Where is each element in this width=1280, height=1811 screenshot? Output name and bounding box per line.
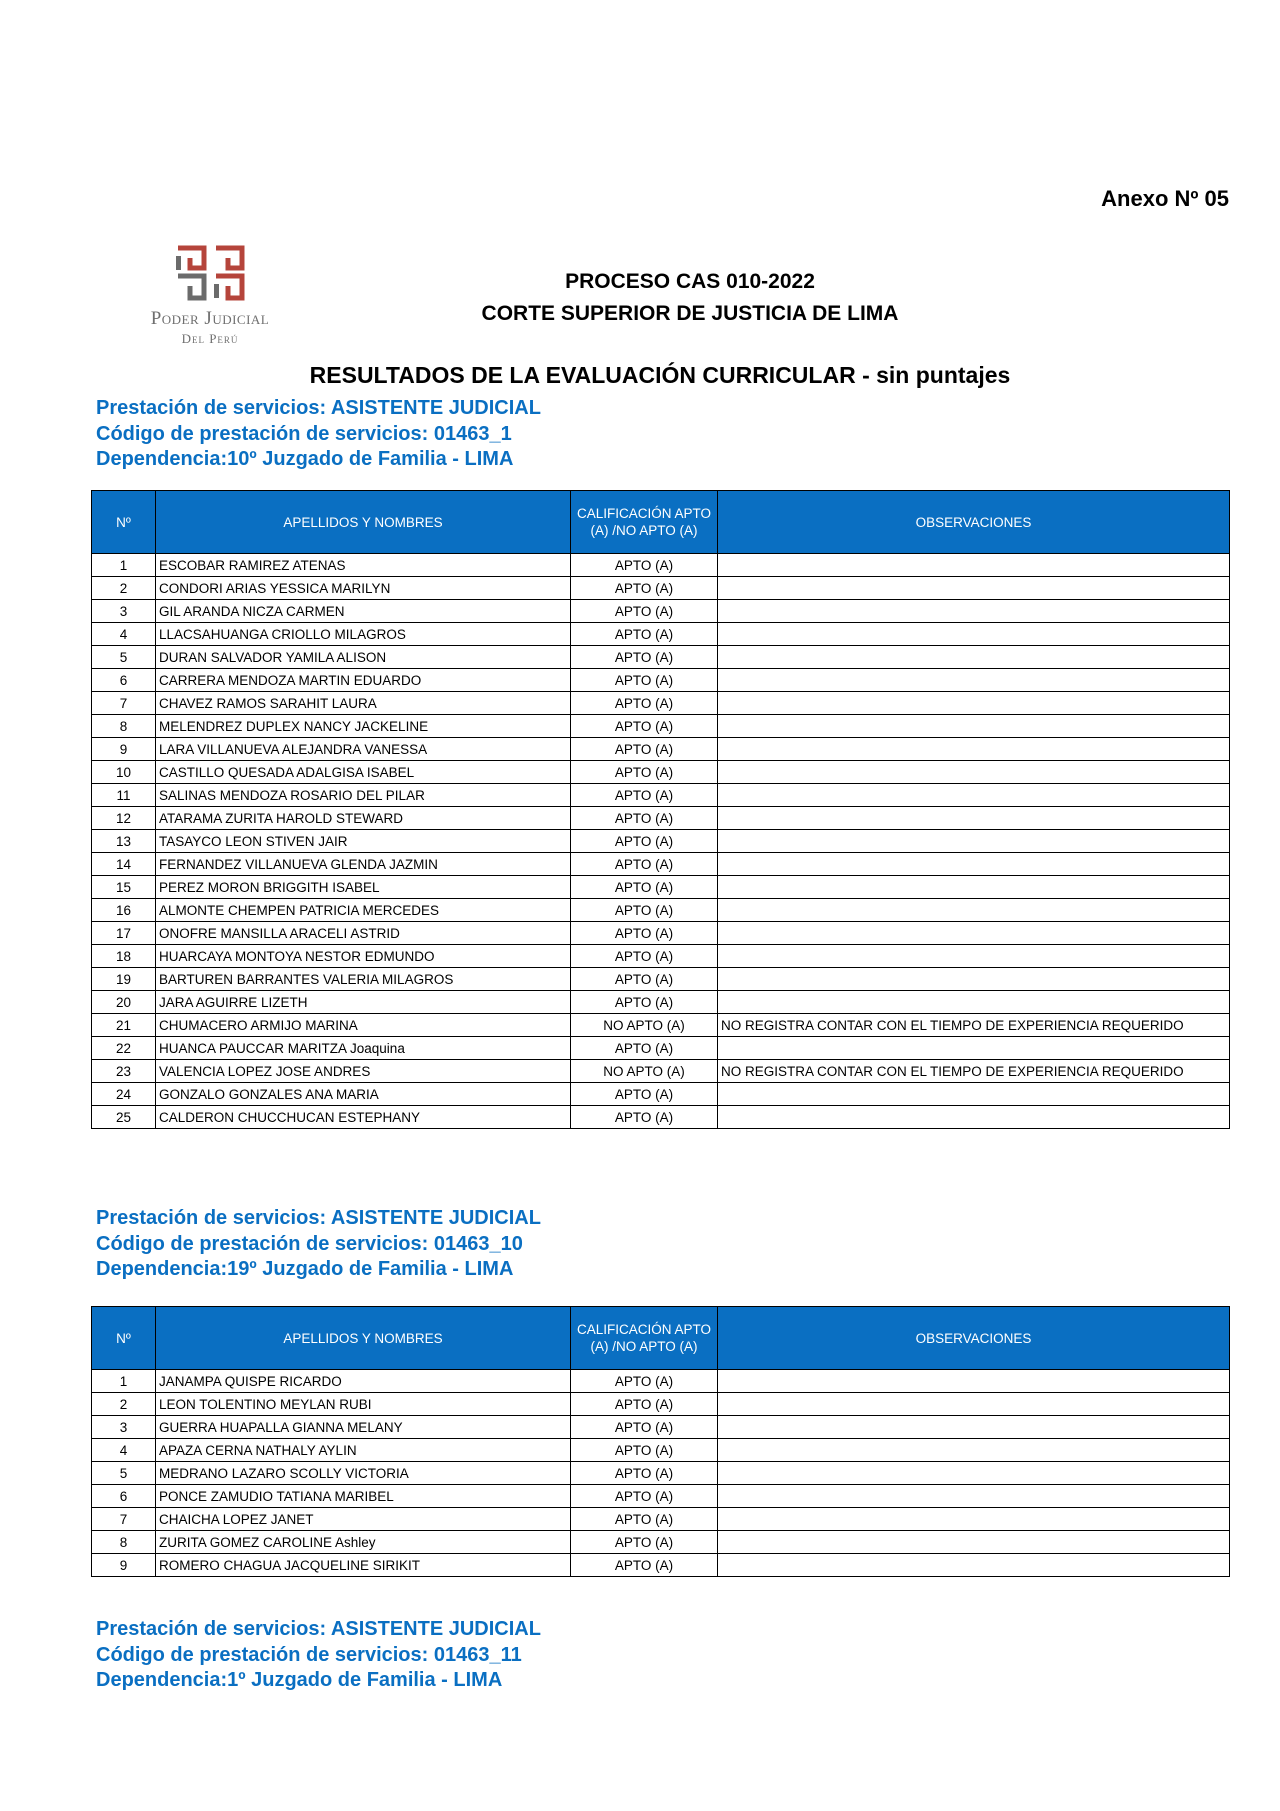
applicant-name: PEREZ MORON BRIGGITH ISABEL xyxy=(156,876,571,899)
service-code: Código de prestación de servicios: 01463_10 xyxy=(96,1232,523,1255)
table-row xyxy=(92,669,1230,692)
service-label: Prestación de servicios: ASISTENTE JUDICIAL xyxy=(96,1618,541,1640)
applicant-name: BARTUREN BARRANTES VALERIA MILAGROS xyxy=(156,968,571,991)
applicant-name: CASTILLO QUESADA ADALGISA ISABEL xyxy=(156,761,571,784)
col-header-calificacion: CALIFICACIÓN APTO (A) /NO APTO (A) xyxy=(571,1307,718,1370)
table-row xyxy=(92,1037,1230,1060)
table-row xyxy=(92,1083,1230,1106)
row-number: 4 xyxy=(92,1439,156,1462)
observation: NO REGISTRA CONTAR CON EL TIEMPO DE EXPERIENCIA REQUERIDO xyxy=(718,1014,1230,1037)
qualification-status: APTO (A) xyxy=(571,1370,718,1393)
observation xyxy=(718,968,1230,991)
qualification-status: APTO (A) xyxy=(571,1439,718,1462)
applicant-name: LARA VILLANUEVA ALEJANDRA VANESSA xyxy=(156,738,571,761)
table-row xyxy=(92,784,1230,807)
qualification-status: APTO (A) xyxy=(571,715,718,738)
row-number: 14 xyxy=(92,853,156,876)
table-row xyxy=(92,1393,1230,1416)
row-number: 23 xyxy=(92,1060,156,1083)
observation xyxy=(718,692,1230,715)
observation xyxy=(718,1370,1230,1393)
qualification-status: APTO (A) xyxy=(571,646,718,669)
section-header-3 xyxy=(96,1617,541,1694)
observation xyxy=(718,991,1230,1014)
observation xyxy=(718,577,1230,600)
observation xyxy=(718,1393,1230,1416)
qualification-status: APTO (A) xyxy=(571,1416,718,1439)
table-row xyxy=(92,991,1230,1014)
qualification-status: APTO (A) xyxy=(571,1037,718,1060)
row-number: 4 xyxy=(92,623,156,646)
service-code: Código de prestación de servicios: 01463_1 xyxy=(96,422,512,445)
observation: NO REGISTRA CONTAR CON EL TIEMPO DE EXPERIENCIA REQUERIDO xyxy=(718,1060,1230,1083)
observation xyxy=(718,1037,1230,1060)
applicant-name: ROMERO CHAGUA JACQUELINE SIRIKIT xyxy=(156,1554,571,1577)
qualification-status: APTO (A) xyxy=(571,1531,718,1554)
qualification-status: APTO (A) xyxy=(571,922,718,945)
observation xyxy=(718,1531,1230,1554)
table-row xyxy=(92,554,1230,577)
qualification-status: NO APTO (A) xyxy=(571,1060,718,1083)
row-number: 1 xyxy=(92,1370,156,1393)
row-number: 6 xyxy=(92,1485,156,1508)
table-row xyxy=(92,830,1230,853)
poder-judicial-logo xyxy=(135,244,285,347)
col-header-observaciones: OBSERVACIONES xyxy=(718,1307,1230,1370)
row-number: 3 xyxy=(92,600,156,623)
observation xyxy=(718,1106,1230,1129)
qualification-status: APTO (A) xyxy=(571,761,718,784)
qualification-status: APTO (A) xyxy=(571,991,718,1014)
qualification-status: APTO (A) xyxy=(571,807,718,830)
observation xyxy=(718,1462,1230,1485)
table-header-row xyxy=(92,1307,1230,1370)
table-row xyxy=(92,646,1230,669)
table-row xyxy=(92,899,1230,922)
applicant-name: VALENCIA LOPEZ JOSE ANDRES xyxy=(156,1060,571,1083)
col-header-name: APELLIDOS Y NOMBRES xyxy=(156,1307,571,1370)
table-row xyxy=(92,1439,1230,1462)
table-row xyxy=(92,1106,1230,1129)
observation xyxy=(718,899,1230,922)
table-row xyxy=(92,1462,1230,1485)
applicant-name: CARRERA MENDOZA MARTIN EDUARDO xyxy=(156,669,571,692)
row-number: 15 xyxy=(92,876,156,899)
col-header-num: Nº xyxy=(92,491,156,554)
row-number: 17 xyxy=(92,922,156,945)
qualification-status: APTO (A) xyxy=(571,1485,718,1508)
table-row xyxy=(92,577,1230,600)
applicant-name: DURAN SALVADOR YAMILA ALISON xyxy=(156,646,571,669)
row-number: 25 xyxy=(92,1106,156,1129)
table-row xyxy=(92,1485,1230,1508)
row-number: 22 xyxy=(92,1037,156,1060)
table-row xyxy=(92,1508,1230,1531)
qualification-status: APTO (A) xyxy=(571,600,718,623)
table-row xyxy=(92,1060,1230,1083)
qualification-status: APTO (A) xyxy=(571,1554,718,1577)
applicant-name: APAZA CERNA NATHALY AYLIN xyxy=(156,1439,571,1462)
dependency-label: Dependencia:1º Juzgado de Familia - LIMA xyxy=(96,1669,503,1691)
observation xyxy=(718,761,1230,784)
applicant-name: CHUMACERO ARMIJO MARINA xyxy=(156,1014,571,1037)
observation xyxy=(718,1508,1230,1531)
qualification-status: APTO (A) xyxy=(571,830,718,853)
qualification-status: APTO (A) xyxy=(571,669,718,692)
table-row xyxy=(92,945,1230,968)
applicant-name: JANAMPA QUISPE RICARDO xyxy=(156,1370,571,1393)
results-table-1 xyxy=(91,490,1230,1129)
poder-judicial-emblem-icon xyxy=(174,244,246,302)
row-number: 3 xyxy=(92,1416,156,1439)
table-header-row xyxy=(92,491,1230,554)
observation xyxy=(718,853,1230,876)
process-title: PROCESO CAS 010-2022 xyxy=(565,270,815,293)
logo-org-name: Poder Judicial xyxy=(150,308,270,329)
applicant-name: ONOFRE MANSILLA ARACELI ASTRID xyxy=(156,922,571,945)
applicant-name: TASAYCO LEON STIVEN JAIR xyxy=(156,830,571,853)
applicant-name: GIL ARANDA NICZA CARMEN xyxy=(156,600,571,623)
results-table-2 xyxy=(91,1306,1230,1577)
applicant-name: SALINAS MENDOZA ROSARIO DEL PILAR xyxy=(156,784,571,807)
row-number: 6 xyxy=(92,669,156,692)
observation xyxy=(718,1554,1230,1577)
observation xyxy=(718,738,1230,761)
logo-org-sub: Del Perú xyxy=(181,331,239,346)
table-row xyxy=(92,623,1230,646)
observation xyxy=(718,784,1230,807)
row-number: 2 xyxy=(92,577,156,600)
table-row xyxy=(92,715,1230,738)
row-number: 1 xyxy=(92,554,156,577)
observation xyxy=(718,1439,1230,1462)
qualification-status: APTO (A) xyxy=(571,623,718,646)
qualification-status: APTO (A) xyxy=(571,968,718,991)
applicant-name: FERNANDEZ VILLANUEVA GLENDA JAZMIN xyxy=(156,853,571,876)
qualification-status: APTO (A) xyxy=(571,945,718,968)
qualification-status: APTO (A) xyxy=(571,1106,718,1129)
applicant-name: CALDERON CHUCCHUCAN ESTEPHANY xyxy=(156,1106,571,1129)
observation xyxy=(718,1416,1230,1439)
observation xyxy=(718,807,1230,830)
table-row xyxy=(92,1014,1230,1037)
process-header xyxy=(300,266,1080,330)
table-row xyxy=(92,1554,1230,1577)
service-code: Código de prestación de servicios: 01463_11 xyxy=(96,1643,522,1666)
applicant-name: MEDRANO LAZARO SCOLLY VICTORIA xyxy=(156,1462,571,1485)
observation xyxy=(718,600,1230,623)
section-header-2 xyxy=(96,1206,541,1283)
col-header-observaciones: OBSERVACIONES xyxy=(718,491,1230,554)
applicant-name: ZURITA GOMEZ CAROLINE Ashley xyxy=(156,1531,571,1554)
table-row xyxy=(92,853,1230,876)
col-header-num: Nº xyxy=(92,1307,156,1370)
row-number: 7 xyxy=(92,1508,156,1531)
observation xyxy=(718,922,1230,945)
qualification-status: APTO (A) xyxy=(571,899,718,922)
row-number: 20 xyxy=(92,991,156,1014)
applicant-name: CONDORI ARIAS YESSICA MARILYN xyxy=(156,577,571,600)
row-number: 24 xyxy=(92,1083,156,1106)
observation xyxy=(718,554,1230,577)
applicant-name: MELENDREZ DUPLEX NANCY JACKELINE xyxy=(156,715,571,738)
court-title: CORTE SUPERIOR DE JUSTICIA DE LIMA xyxy=(481,302,899,325)
row-number: 12 xyxy=(92,807,156,830)
observation xyxy=(718,1083,1230,1106)
row-number: 19 xyxy=(92,968,156,991)
observation xyxy=(718,623,1230,646)
observation xyxy=(718,715,1230,738)
qualification-status: APTO (A) xyxy=(571,1083,718,1106)
observation xyxy=(718,945,1230,968)
observation xyxy=(718,646,1230,669)
applicant-name: HUARCAYA MONTOYA NESTOR EDMUNDO xyxy=(156,945,571,968)
applicant-name: HUANCA PAUCCAR MARITZA Joaquina xyxy=(156,1037,571,1060)
qualification-status: APTO (A) xyxy=(571,1508,718,1531)
table-row xyxy=(92,876,1230,899)
qualification-status: NO APTO (A) xyxy=(571,1014,718,1037)
qualification-status: APTO (A) xyxy=(571,853,718,876)
col-header-name: APELLIDOS Y NOMBRES xyxy=(156,491,571,554)
table-row xyxy=(92,922,1230,945)
qualification-status: APTO (A) xyxy=(571,738,718,761)
row-number: 5 xyxy=(92,646,156,669)
table-row xyxy=(92,807,1230,830)
row-number: 10 xyxy=(92,761,156,784)
row-number: 11 xyxy=(92,784,156,807)
dependency-label: Dependencia:19º Juzgado de Familia - LIMA xyxy=(96,1258,514,1280)
table-row xyxy=(92,738,1230,761)
row-number: 18 xyxy=(92,945,156,968)
qualification-status: APTO (A) xyxy=(571,1462,718,1485)
row-number: 7 xyxy=(92,692,156,715)
qualification-status: APTO (A) xyxy=(571,577,718,600)
row-number: 8 xyxy=(92,1531,156,1554)
applicant-name: ALMONTE CHEMPEN PATRICIA MERCEDES xyxy=(156,899,571,922)
qualification-status: APTO (A) xyxy=(571,692,718,715)
qualification-status: APTO (A) xyxy=(571,784,718,807)
table-row xyxy=(92,968,1230,991)
observation xyxy=(718,830,1230,853)
observation xyxy=(718,876,1230,899)
table-row xyxy=(92,1370,1230,1393)
qualification-status: APTO (A) xyxy=(571,1393,718,1416)
observation xyxy=(718,1485,1230,1508)
row-number: 21 xyxy=(92,1014,156,1037)
table-row xyxy=(92,761,1230,784)
row-number: 13 xyxy=(92,830,156,853)
qualification-status: APTO (A) xyxy=(571,554,718,577)
row-number: 16 xyxy=(92,899,156,922)
service-label: Prestación de servicios: ASISTENTE JUDICIAL xyxy=(96,397,541,419)
row-number: 8 xyxy=(92,715,156,738)
annex-label: Anexo Nº 05 xyxy=(1101,186,1229,211)
section-header-1 xyxy=(96,396,541,473)
col-header-calificacion: CALIFICACIÓN APTO (A) /NO APTO (A) xyxy=(571,491,718,554)
applicant-name: GONZALO GONZALES ANA MARIA xyxy=(156,1083,571,1106)
service-label: Prestación de servicios: ASISTENTE JUDICIAL xyxy=(96,1207,541,1229)
applicant-name: LLACSAHUANGA CRIOLLO MILAGROS xyxy=(156,623,571,646)
observation xyxy=(718,669,1230,692)
applicant-name: PONCE ZAMUDIO TATIANA MARIBEL xyxy=(156,1485,571,1508)
row-number: 2 xyxy=(92,1393,156,1416)
table-row xyxy=(92,1531,1230,1554)
applicant-name: LEON TOLENTINO MEYLAN RUBI xyxy=(156,1393,571,1416)
row-number: 5 xyxy=(92,1462,156,1485)
row-number: 9 xyxy=(92,1554,156,1577)
results-title: RESULTADOS DE LA EVALUACIÓN CURRICULAR - sin puntajes xyxy=(309,362,1011,388)
applicant-name: GUERRA HUAPALLA GIANNA MELANY xyxy=(156,1416,571,1439)
table-row xyxy=(92,692,1230,715)
table-row xyxy=(92,1416,1230,1439)
applicant-name: ESCOBAR RAMIREZ ATENAS xyxy=(156,554,571,577)
qualification-status: APTO (A) xyxy=(571,876,718,899)
applicant-name: CHAICHA LOPEZ JANET xyxy=(156,1508,571,1531)
table-row xyxy=(92,600,1230,623)
applicant-name: ATARAMA ZURITA HAROLD STEWARD xyxy=(156,807,571,830)
row-number: 9 xyxy=(92,738,156,761)
applicant-name: CHAVEZ RAMOS SARAHIT LAURA xyxy=(156,692,571,715)
dependency-label: Dependencia:10º Juzgado de Familia - LIMA xyxy=(96,448,514,470)
applicant-name: JARA AGUIRRE LIZETH xyxy=(156,991,571,1014)
